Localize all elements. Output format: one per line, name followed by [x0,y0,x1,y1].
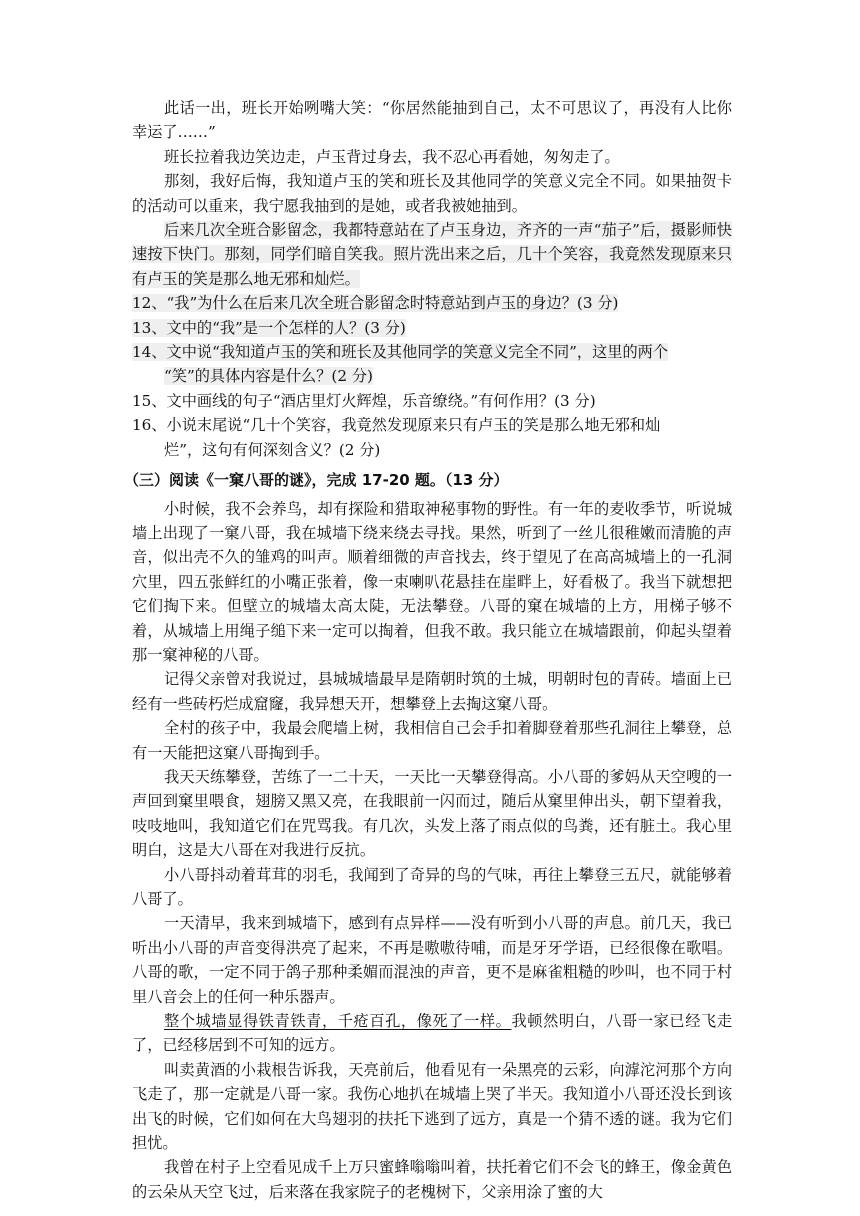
paragraph: 我曾在村子上空看见成千上万只蜜蜂嗡嗡叫着，扶托着它们不会飞的蜂王，像金黄色的云朵从天空飞过，后来落在我家院子的老槐树下，父亲用涂了蜜的大 [132,1158,732,1201]
paragraph: 此话一出，班长开始咧嘴大笑：“你居然能抽到自己，太不可思议了，再没有人比你幸运了……” [132,99,732,142]
paragraph: 小时候，我不会养鸟，却有探险和猎取神秘事物的野性。有一年的麦收季节，听说城墙上出现了一窠八哥，我在城墙下绕来绕去寻找。果然，听到了一丝儿很稚嫩而清脆的声音，似出壳不久的雏鸡的叫声。顺着细微的声音找去，终于望见了在高高城墙上的一孔洞穴里，四五张鲜红的小嘴正张着，像一束喇叭花悬挂在崖畔上，好看极了。我当下就想把它们掏下来。但壁立的城墙太高太陡，无法攀登。八哥的窠在城墙的上方，用梯子够不着，从城墙上用绳子缒下来一定可以掏着，但我不敢。我只能立在城墙跟前，仰起头望着那一窠神秘的八哥。 [132,499,732,664]
question-14 [132,340,732,389]
sentence: 我顿然明白，八哥一家已经飞走了，已经移居到不可知的远方。 [132,1012,733,1055]
paragraph: 班长拉着我边笑边走，卢玉背过身去，我不忍心再看她，匆匆走了。 [164,147,620,166]
question-list [132,291,732,462]
question-continuation [132,364,732,388]
paragraph [132,1009,732,1058]
underlined-sentence: 整个城墙显得铁青铁青，千疮百孔，像死了一样。 [164,1012,512,1031]
question-text: 12、“我”为什么在后来几次全班合影留念时特意站到卢玉的身边？(3 分) [132,294,619,313]
question-text: 14、文中说“我知道卢玉的笑和班长及其他同学的笑意义完全不同”，这里的两个 [132,343,669,362]
paragraph: 叫卖黄酒的小栽根告诉我，天亮前后，他看见有一朵黑亮的云彩，向滹沱河那个方向飞走了，那一定就是八哥一家。我伤心地扒在城墙上哭了半天。我知道小八哥还没长到该出飞的时候，它们如何在大鸟翅羽的扶托下逃到了远方，真是一个猜不透的谜。我为它们担忧。 [132,1060,732,1153]
paragraph: 小八哥抖动着茸茸的羽毛，我闻到了奇异的鸟的气味，再往上攀登三五尺，就能够着八哥了。 [132,865,732,908]
question-16 [132,413,732,462]
question-text: “笑”的具体内容是什么？(2 分) [164,367,373,386]
paragraph: 记得父亲曾对我说过，县城城墙最早是隋朝时筑的土城，明朝时包的青砖。墙面上已经有一些砖朽烂成窟窿，我异想天开，想攀登上去掏这窠八哥。 [132,670,732,713]
question-text: 13、文中的“我”是一个怎样的人？(3 分) [132,318,406,337]
question-text: 16、小说末尾说“几十个笑容，我竟然发现原来只有卢玉的笑是那么地无邪和灿 [132,416,661,435]
paragraph: 我天天练攀登，苦练了一二十天，一天比一天攀登得高。小八哥的爹妈从天空嗖的一声回到窠里喂食，翅膀又黑又亮，在我眼前一闪而过，随后从窠里伸出头，朝下望着我，吱吱地叫，我知道它们在咒骂我。有几次，头发上落了雨点似的鸟粪，还有脏土。我心里明白，这是大八哥在对我进行反抗。 [132,767,732,860]
question-15 [132,389,732,413]
question-continuation: 烂”，这句有何深刻含义？(2 分) [164,440,381,459]
paragraph: 那刻，我好后悔，我知道卢玉的笑和班长及其他同学的笑意义完全不同。如果抽贺卡的活动可以重来，我宁愿我抽到的是她，或者我被她抽到。 [132,172,732,215]
paragraph: 全村的孩子中，我最会爬墙上树，我相信自己会手扣着脚登着那些孔洞往上攀登，总有一天能把这窠八哥掏到手。 [132,719,732,762]
question-text: 15、文中画线的句子“酒店里灯火辉煌，乐音缭绕。”有何作用？(3 分) [132,391,596,410]
question-12 [132,291,732,315]
paragraph [132,218,732,291]
question-13 [132,316,732,340]
paragraph: 一天清早，我来到城墙下，感到有点异样——没有听到小八哥的声息。前几天，我已听出小八哥的声音变得洪亮了起来，不再是嗷嗷待哺，而是牙牙学语，已经很像在歌唱。八哥的歌，一定不同于鸽子那种柔媚而混浊的声音，更不是麻雀粗糙的吵叫，也不同于村里八音会上的任何一种乐器声。 [132,914,732,1006]
section-title: （三）阅读《一窠八哥的谜》，完成 17-20 题。（13 分） [124,471,509,490]
passage-2 [132,497,732,1205]
passage-1 [132,96,732,291]
highlighted-text: 后来几次全班合影留念，我都特意站在了卢玉身边，齐齐的一声“茄子”后，摄影师快速按下快门。那刻，同学们暗自笑我。照片洗出来之后，几十个笑容，我竟然发现原来只有卢玉的笑是那么地无邪和灿烂。 [132,221,732,288]
